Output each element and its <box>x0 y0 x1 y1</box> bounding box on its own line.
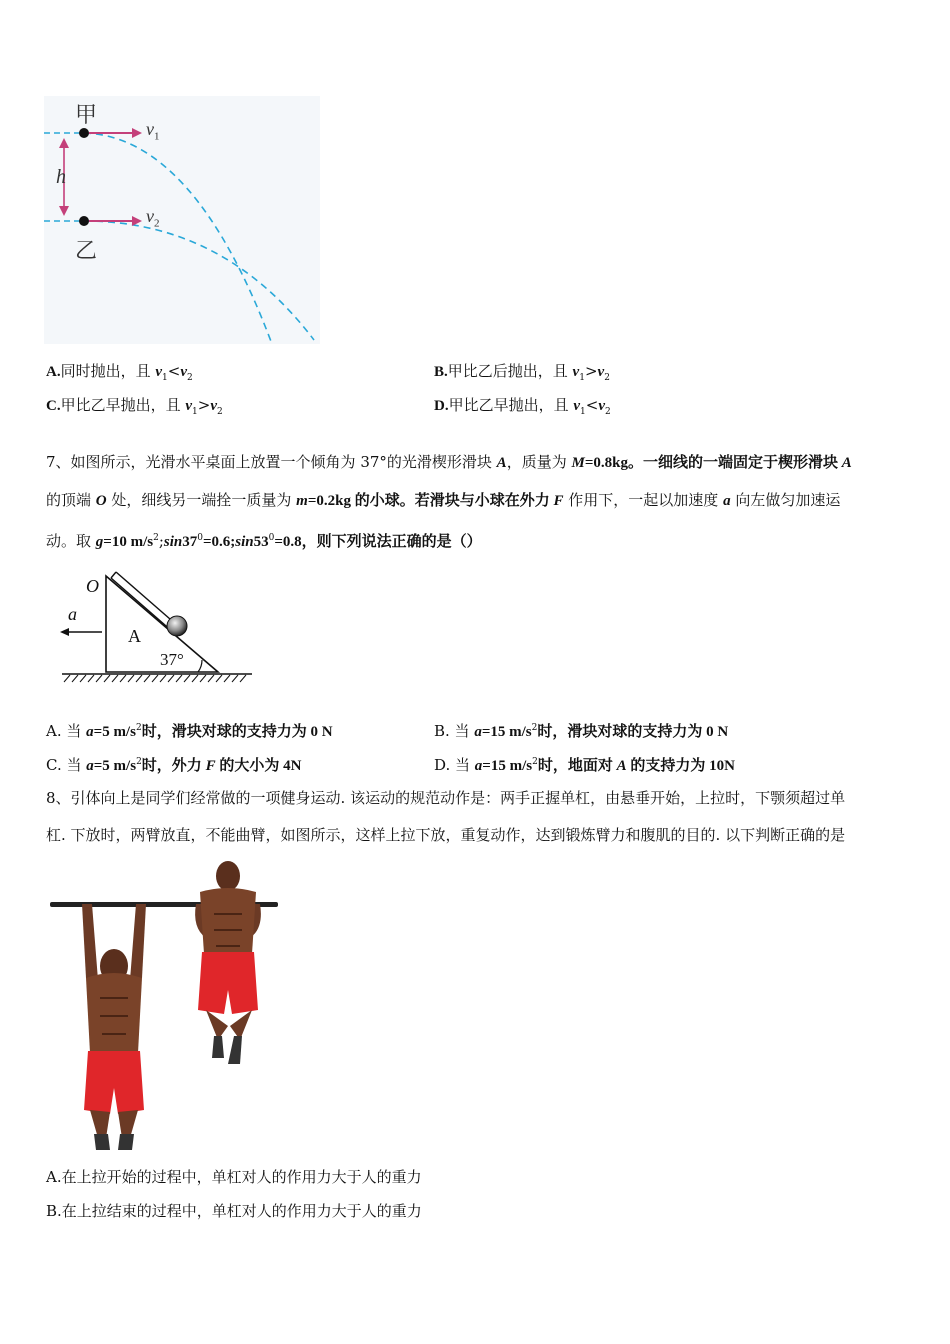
q7-option-c[interactable]: C. 当 a=5 $m/s^2$时，外力 F 的大小为 4N <box>46 756 302 774</box>
wedge-label-angle: 37° <box>160 650 184 669</box>
q8-option-a[interactable]: A.在上拉开始的过程中，单杠对人的作用力大于人的重力 <box>46 1168 422 1186</box>
q7-stem <box>46 444 908 561</box>
q6-option-d[interactable]: D.甲比乙早抛出，且 $v_1<v_2$ <box>434 396 611 417</box>
q8-line-1: 8、引体向上是同学们经常做的一项健身运动. 该运动的规范动作是：两手正握单杠，由悬垂开始，上拉时，下颚须超过单 <box>46 789 846 807</box>
label-v1: $v_1$ <box>146 119 160 143</box>
projectile-figure <box>44 96 320 344</box>
q7-option-a[interactable]: A. 当 a=5 $m/s^2$时，滑块对球的支持力为 0 N <box>46 722 333 740</box>
q7-option-b[interactable]: B. 当 a=15 $m/s^2$时，滑块对球的支持力为 0 N <box>434 722 729 740</box>
pullup-figure <box>46 858 286 1154</box>
label-h: h <box>56 166 66 188</box>
q7-line-1: 7、如图所示，光滑水平桌面上放置一个倾角为 37°的光滑楔形滑块 A，质量为 M=0.8kg。一细线的一端固定于楔形滑块 A <box>46 453 852 471</box>
q7-line-3: 动。取 g=10 $m/s^2;\sin 37^0=0.6;\sin 53^0=0.8$，则下列说法正确的是（） <box>46 532 482 550</box>
q8-option-b[interactable]: B.在上拉结束的过程中，单杠对人的作用力大于人的重力 <box>46 1202 422 1220</box>
label-v2: $v_2$ <box>146 206 160 230</box>
wedge-figure <box>56 566 256 686</box>
pulled-up-figure <box>195 861 261 1064</box>
q8-line-2: 杠. 下放时，两臂放直，不能曲臂，如图所示，这样上拉下放，重复动作，达到锻炼臂力和腹肌的目的. 以下判断正确的是 <box>46 826 846 844</box>
q6-option-a[interactable]: A.同时抛出，且 $v_1<v_2$ <box>46 362 193 383</box>
wedge-label-o: O <box>86 576 99 596</box>
q6-option-b[interactable]: B.甲比乙后抛出，且 $v_1>v_2$ <box>434 362 610 383</box>
q6-option-c[interactable]: C.甲比乙早抛出，且 $v_1>v_2$ <box>46 396 223 417</box>
q7-line-2: 的顶端 O 处，细线另一端拴一质量为 m=0.2kg 的小球。若滑块与小球在外力 F 作用下，一起以加速度 a 向左做匀加速运 <box>46 491 841 509</box>
q7-option-d[interactable]: D. 当 a=15 $m/s^2$时，地面对 A 的支持力为 10N <box>434 756 735 774</box>
wedge-label-a: a <box>68 604 77 624</box>
wedge-label-A: A <box>128 626 141 646</box>
hanging-figure <box>82 904 146 1150</box>
q8-stem <box>46 780 908 854</box>
label-yi: 乙 <box>75 239 98 264</box>
label-jia: 甲 <box>75 103 98 128</box>
